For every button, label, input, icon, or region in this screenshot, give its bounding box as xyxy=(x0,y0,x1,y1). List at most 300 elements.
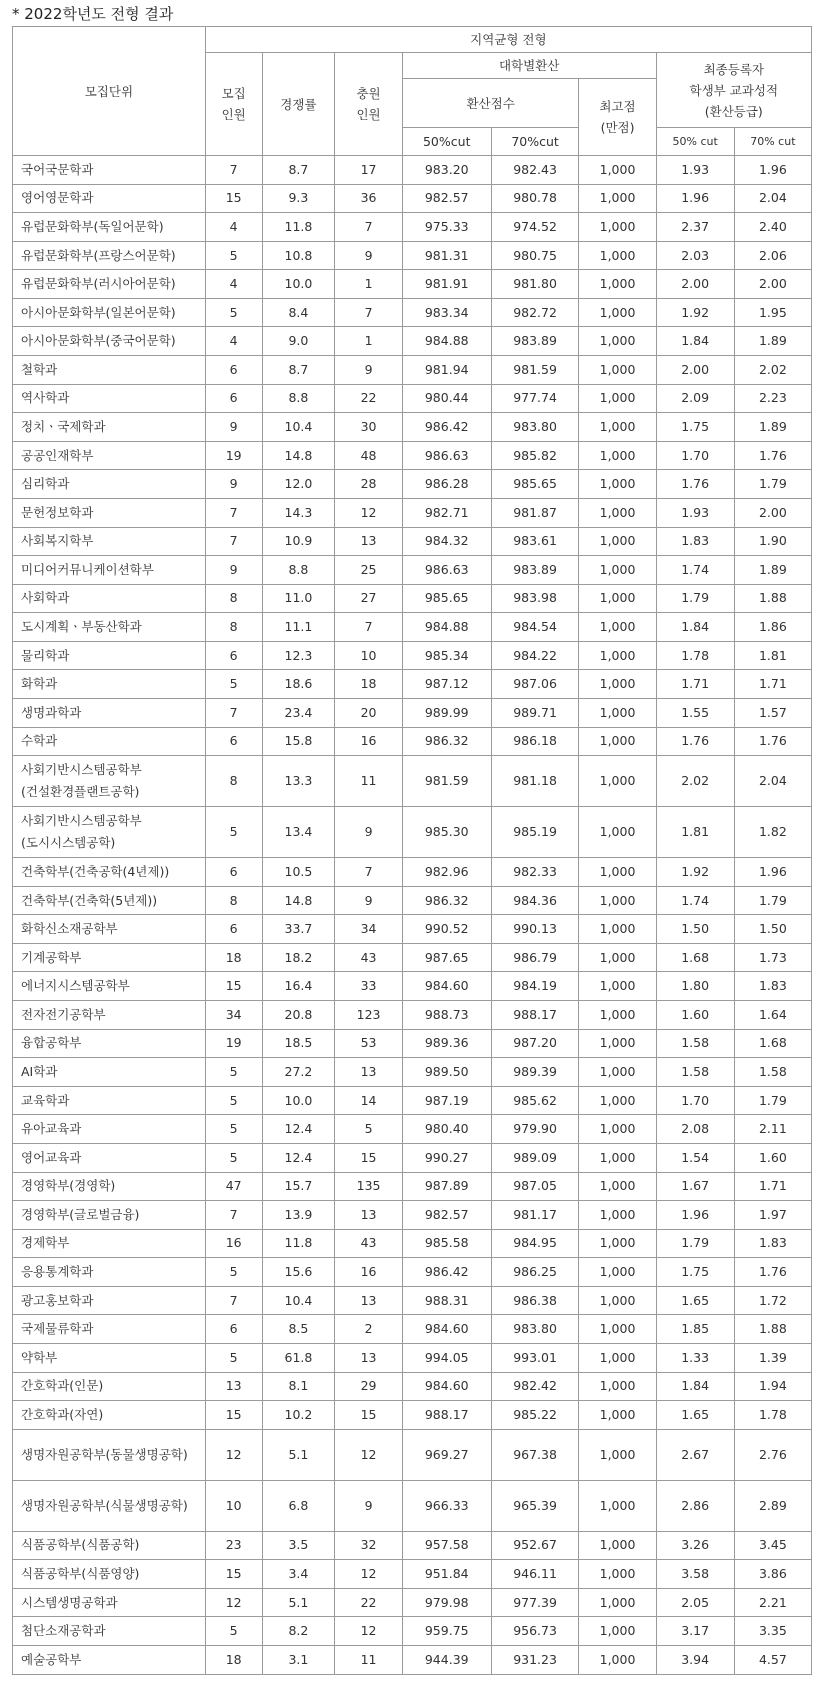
max-score: 1,000 xyxy=(579,756,656,807)
unit-name: 건축학부(건축공학(4년제)) xyxy=(13,858,206,887)
unit-name: 사회기반시스템공학부 (건설환경플랜트공학) xyxy=(13,756,206,807)
score-cut50: 987.19 xyxy=(402,1086,491,1115)
header-max: 최고점 (만점) xyxy=(579,79,656,156)
max-score: 1,000 xyxy=(579,1480,656,1531)
additional-count: 12 xyxy=(335,1429,402,1480)
score-cut70: 984.22 xyxy=(491,641,579,670)
grade-cut50: 3.26 xyxy=(656,1531,734,1560)
max-score: 1,000 xyxy=(579,1086,656,1115)
competition-rate: 18.5 xyxy=(262,1029,335,1058)
unit-name: 생명자원공학부(동물생명공학) xyxy=(13,1429,206,1480)
grade-cut50: 2.09 xyxy=(656,384,734,413)
table-row xyxy=(13,1001,812,1030)
score-cut50: 984.60 xyxy=(402,1372,491,1401)
score-cut50: 994.05 xyxy=(402,1343,491,1372)
header-unit: 모집단위 xyxy=(13,27,206,156)
score-cut70: 983.98 xyxy=(491,584,579,613)
table-row xyxy=(13,384,812,413)
additional-count: 30 xyxy=(335,413,402,442)
unit-name: 유럽문화학부(프랑스어문학) xyxy=(13,241,206,270)
competition-rate: 15.6 xyxy=(262,1258,335,1287)
grade-cut70: 1.39 xyxy=(734,1343,811,1372)
grade-cut70: 2.02 xyxy=(734,356,811,385)
score-cut70: 931.23 xyxy=(491,1646,579,1675)
grade-cut70: 4.57 xyxy=(734,1646,811,1675)
additional-count: 7 xyxy=(335,613,402,642)
recruit-count: 8 xyxy=(205,886,262,915)
recruit-count: 6 xyxy=(205,915,262,944)
competition-rate: 6.8 xyxy=(262,1480,335,1531)
max-score: 1,000 xyxy=(579,1001,656,1030)
grade-cut70: 1.97 xyxy=(734,1201,811,1230)
unit-name: 역사학과 xyxy=(13,384,206,413)
max-score: 1,000 xyxy=(579,1429,656,1480)
unit-name: 심리학과 xyxy=(13,470,206,499)
score-cut50: 981.91 xyxy=(402,270,491,299)
grade-cut70: 2.06 xyxy=(734,241,811,270)
unit-name: 경영학부(글로벌금융) xyxy=(13,1201,206,1230)
admission-results-table xyxy=(12,26,812,1675)
competition-rate: 10.4 xyxy=(262,1286,335,1315)
max-score: 1,000 xyxy=(579,498,656,527)
recruit-count: 15 xyxy=(205,184,262,213)
recruit-count: 5 xyxy=(205,807,262,858)
max-score: 1,000 xyxy=(579,670,656,699)
recruit-count: 7 xyxy=(205,698,262,727)
grade-cut50: 1.84 xyxy=(656,1372,734,1401)
recruit-count: 18 xyxy=(205,1646,262,1675)
competition-rate: 23.4 xyxy=(262,698,335,727)
max-score: 1,000 xyxy=(579,698,656,727)
score-cut70: 986.38 xyxy=(491,1286,579,1315)
score-cut50: 957.58 xyxy=(402,1531,491,1560)
recruit-count: 7 xyxy=(205,527,262,556)
score-cut50: 985.65 xyxy=(402,584,491,613)
max-score: 1,000 xyxy=(579,1315,656,1344)
table-row xyxy=(13,727,812,756)
grade-cut70: 2.00 xyxy=(734,498,811,527)
table-row xyxy=(13,584,812,613)
unit-name: 문헌정보학과 xyxy=(13,498,206,527)
additional-count: 15 xyxy=(335,1401,402,1430)
grade-cut50: 1.83 xyxy=(656,527,734,556)
score-cut70: 981.80 xyxy=(491,270,579,299)
competition-rate: 12.3 xyxy=(262,641,335,670)
table-row xyxy=(13,184,812,213)
competition-rate: 8.4 xyxy=(262,298,335,327)
unit-name: 시스템생명공학과 xyxy=(13,1588,206,1617)
unit-name: 사회복지학부 xyxy=(13,527,206,556)
competition-rate: 8.5 xyxy=(262,1315,335,1344)
competition-rate: 5.1 xyxy=(262,1588,335,1617)
grade-cut50: 1.74 xyxy=(656,556,734,585)
score-cut70: 985.65 xyxy=(491,470,579,499)
header-rate: 경쟁률 xyxy=(262,53,335,156)
header-conv: 대학별환산 xyxy=(402,53,656,79)
unit-name: 간호학과(인문) xyxy=(13,1372,206,1401)
header-gcut70: 70% cut xyxy=(734,128,811,156)
header-group: 지역균형 전형 xyxy=(205,27,811,53)
unit-name: 아시아문화학부(일본어문학) xyxy=(13,298,206,327)
score-cut70: 952.67 xyxy=(491,1531,579,1560)
unit-name: 공공인재학부 xyxy=(13,441,206,470)
unit-name: 도시계획ㆍ부동산학과 xyxy=(13,613,206,642)
max-score: 1,000 xyxy=(579,184,656,213)
additional-count: 34 xyxy=(335,915,402,944)
additional-count: 43 xyxy=(335,1229,402,1258)
grade-cut70: 2.04 xyxy=(734,184,811,213)
unit-name: 전자전기공학부 xyxy=(13,1001,206,1030)
score-cut70: 977.39 xyxy=(491,1588,579,1617)
score-cut70: 981.87 xyxy=(491,498,579,527)
max-score: 1,000 xyxy=(579,270,656,299)
score-cut70: 989.71 xyxy=(491,698,579,727)
grade-cut50: 2.05 xyxy=(656,1588,734,1617)
grade-cut50: 2.37 xyxy=(656,213,734,242)
grade-cut50: 1.76 xyxy=(656,727,734,756)
additional-count: 13 xyxy=(335,1286,402,1315)
grade-cut70: 1.76 xyxy=(734,441,811,470)
additional-count: 9 xyxy=(335,807,402,858)
additional-count: 1 xyxy=(335,270,402,299)
grade-cut50: 1.76 xyxy=(656,470,734,499)
additional-count: 33 xyxy=(335,972,402,1001)
table-row xyxy=(13,1588,812,1617)
score-cut50: 986.42 xyxy=(402,1258,491,1287)
competition-rate: 15.7 xyxy=(262,1172,335,1201)
max-score: 1,000 xyxy=(579,556,656,585)
additional-count: 9 xyxy=(335,886,402,915)
recruit-count: 12 xyxy=(205,1429,262,1480)
competition-rate: 16.4 xyxy=(262,972,335,1001)
grade-cut70: 1.78 xyxy=(734,1401,811,1430)
table-row xyxy=(13,213,812,242)
score-cut70: 985.22 xyxy=(491,1401,579,1430)
recruit-count: 4 xyxy=(205,327,262,356)
score-cut70: 989.09 xyxy=(491,1143,579,1172)
unit-name: 응용통계학과 xyxy=(13,1258,206,1287)
score-cut70: 956.73 xyxy=(491,1617,579,1646)
grade-cut50: 1.79 xyxy=(656,584,734,613)
recruit-count: 7 xyxy=(205,1286,262,1315)
competition-rate: 12.0 xyxy=(262,470,335,499)
max-score: 1,000 xyxy=(579,1029,656,1058)
table-row xyxy=(13,756,812,807)
max-score: 1,000 xyxy=(579,1172,656,1201)
competition-rate: 10.4 xyxy=(262,413,335,442)
table-row xyxy=(13,498,812,527)
table-row xyxy=(13,807,812,858)
max-score: 1,000 xyxy=(579,886,656,915)
max-score: 1,000 xyxy=(579,1401,656,1430)
score-cut70: 981.18 xyxy=(491,756,579,807)
additional-count: 7 xyxy=(335,298,402,327)
grade-cut70: 1.58 xyxy=(734,1058,811,1087)
additional-count: 29 xyxy=(335,1372,402,1401)
competition-rate: 33.7 xyxy=(262,915,335,944)
max-score: 1,000 xyxy=(579,1058,656,1087)
table-row xyxy=(13,1086,812,1115)
additional-count: 13 xyxy=(335,1201,402,1230)
additional-count: 53 xyxy=(335,1029,402,1058)
header-add: 충원 인원 xyxy=(335,53,402,156)
additional-count: 13 xyxy=(335,1343,402,1372)
grade-cut70: 2.40 xyxy=(734,213,811,242)
max-score: 1,000 xyxy=(579,1115,656,1144)
additional-count: 16 xyxy=(335,1258,402,1287)
score-cut50: 979.98 xyxy=(402,1588,491,1617)
table-row xyxy=(13,298,812,327)
recruit-count: 47 xyxy=(205,1172,262,1201)
score-cut70: 983.61 xyxy=(491,527,579,556)
grade-cut50: 1.58 xyxy=(656,1058,734,1087)
grade-cut50: 1.92 xyxy=(656,298,734,327)
max-score: 1,000 xyxy=(579,1229,656,1258)
grade-cut50: 1.74 xyxy=(656,886,734,915)
recruit-count: 9 xyxy=(205,470,262,499)
score-cut50: 984.60 xyxy=(402,1315,491,1344)
unit-name: 물리학과 xyxy=(13,641,206,670)
recruit-count: 5 xyxy=(205,1617,262,1646)
grade-cut70: 1.82 xyxy=(734,807,811,858)
additional-count: 22 xyxy=(335,384,402,413)
unit-name: 철학과 xyxy=(13,356,206,385)
score-cut50: 990.52 xyxy=(402,915,491,944)
unit-name: 유럽문화학부(독일어문학) xyxy=(13,213,206,242)
score-cut70: 979.90 xyxy=(491,1115,579,1144)
score-cut70: 981.17 xyxy=(491,1201,579,1230)
competition-rate: 14.3 xyxy=(262,498,335,527)
unit-name: 미디어커뮤니케이션학부 xyxy=(13,556,206,585)
score-cut50: 984.88 xyxy=(402,613,491,642)
score-cut50: 966.33 xyxy=(402,1480,491,1531)
grade-cut50: 1.93 xyxy=(656,498,734,527)
recruit-count: 7 xyxy=(205,156,262,185)
unit-name: 융합공학부 xyxy=(13,1029,206,1058)
competition-rate: 20.8 xyxy=(262,1001,335,1030)
unit-name: 국제물류학과 xyxy=(13,1315,206,1344)
score-cut50: 981.59 xyxy=(402,756,491,807)
score-cut70: 980.75 xyxy=(491,241,579,270)
grade-cut70: 1.68 xyxy=(734,1029,811,1058)
grade-cut70: 1.76 xyxy=(734,1258,811,1287)
unit-name: 생명과학과 xyxy=(13,698,206,727)
table-row xyxy=(13,527,812,556)
grade-cut70: 1.71 xyxy=(734,1172,811,1201)
score-cut70: 977.74 xyxy=(491,384,579,413)
grade-cut70: 1.89 xyxy=(734,556,811,585)
score-cut70: 967.38 xyxy=(491,1429,579,1480)
max-score: 1,000 xyxy=(579,807,656,858)
score-cut50: 981.94 xyxy=(402,356,491,385)
recruit-count: 5 xyxy=(205,241,262,270)
max-score: 1,000 xyxy=(579,384,656,413)
additional-count: 22 xyxy=(335,1588,402,1617)
grade-cut70: 1.96 xyxy=(734,858,811,887)
grade-cut50: 1.71 xyxy=(656,670,734,699)
unit-name: 화학과 xyxy=(13,670,206,699)
table-row xyxy=(13,156,812,185)
header-recruit: 모집 인원 xyxy=(205,53,262,156)
grade-cut70: 1.60 xyxy=(734,1143,811,1172)
unit-name: 약학부 xyxy=(13,1343,206,1372)
table-row xyxy=(13,1201,812,1230)
additional-count: 9 xyxy=(335,1480,402,1531)
competition-rate: 12.4 xyxy=(262,1115,335,1144)
competition-rate: 10.0 xyxy=(262,270,335,299)
max-score: 1,000 xyxy=(579,1646,656,1675)
grade-cut70: 1.81 xyxy=(734,641,811,670)
recruit-count: 15 xyxy=(205,1560,262,1589)
grade-cut70: 1.86 xyxy=(734,613,811,642)
max-score: 1,000 xyxy=(579,1201,656,1230)
recruit-count: 5 xyxy=(205,670,262,699)
recruit-count: 5 xyxy=(205,1258,262,1287)
score-cut50: 959.75 xyxy=(402,1617,491,1646)
table-row xyxy=(13,270,812,299)
grade-cut50: 2.03 xyxy=(656,241,734,270)
table-row xyxy=(13,1617,812,1646)
competition-rate: 11.8 xyxy=(262,213,335,242)
unit-name: 아시아문화학부(중국어문학) xyxy=(13,327,206,356)
page-title: * 2022학년도 전형 결과 xyxy=(12,5,174,23)
score-cut70: 982.33 xyxy=(491,858,579,887)
table-row xyxy=(13,1172,812,1201)
grade-cut70: 2.23 xyxy=(734,384,811,413)
grade-cut50: 1.81 xyxy=(656,807,734,858)
score-cut70: 989.39 xyxy=(491,1058,579,1087)
header-cut50: 50%cut xyxy=(402,128,491,156)
additional-count: 16 xyxy=(335,727,402,756)
grade-cut70: 3.35 xyxy=(734,1617,811,1646)
recruit-count: 5 xyxy=(205,1143,262,1172)
grade-cut70: 1.50 xyxy=(734,915,811,944)
unit-name: 첨단소재공학과 xyxy=(13,1617,206,1646)
score-cut50: 988.73 xyxy=(402,1001,491,1030)
additional-count: 5 xyxy=(335,1115,402,1144)
score-cut50: 951.84 xyxy=(402,1560,491,1589)
table-row xyxy=(13,1229,812,1258)
additional-count: 18 xyxy=(335,670,402,699)
competition-rate: 3.4 xyxy=(262,1560,335,1589)
recruit-count: 8 xyxy=(205,756,262,807)
max-score: 1,000 xyxy=(579,356,656,385)
score-cut50: 944.39 xyxy=(402,1646,491,1675)
additional-count: 17 xyxy=(335,156,402,185)
score-cut70: 988.17 xyxy=(491,1001,579,1030)
score-cut50: 988.17 xyxy=(402,1401,491,1430)
max-score: 1,000 xyxy=(579,1531,656,1560)
grade-cut70: 1.79 xyxy=(734,1086,811,1115)
recruit-count: 6 xyxy=(205,356,262,385)
score-cut50: 985.30 xyxy=(402,807,491,858)
table-row xyxy=(13,1058,812,1087)
recruit-count: 23 xyxy=(205,1531,262,1560)
unit-name: 에너지시스템공학부 xyxy=(13,972,206,1001)
table-row xyxy=(13,1029,812,1058)
max-score: 1,000 xyxy=(579,327,656,356)
grade-cut50: 1.79 xyxy=(656,1229,734,1258)
competition-rate: 13.9 xyxy=(262,1201,335,1230)
max-score: 1,000 xyxy=(579,584,656,613)
grade-cut50: 1.75 xyxy=(656,413,734,442)
score-cut70: 981.59 xyxy=(491,356,579,385)
competition-rate: 11.0 xyxy=(262,584,335,613)
additional-count: 48 xyxy=(335,441,402,470)
grade-cut50: 2.86 xyxy=(656,1480,734,1531)
score-cut50: 982.71 xyxy=(402,498,491,527)
grade-cut50: 3.17 xyxy=(656,1617,734,1646)
competition-rate: 12.4 xyxy=(262,1143,335,1172)
score-cut50: 975.33 xyxy=(402,213,491,242)
recruit-count: 8 xyxy=(205,613,262,642)
grade-cut70: 1.90 xyxy=(734,527,811,556)
score-cut50: 984.60 xyxy=(402,972,491,1001)
score-cut70: 982.72 xyxy=(491,298,579,327)
grade-cut50: 1.70 xyxy=(656,1086,734,1115)
grade-cut50: 1.67 xyxy=(656,1172,734,1201)
grade-cut70: 1.57 xyxy=(734,698,811,727)
max-score: 1,000 xyxy=(579,470,656,499)
competition-rate: 9.3 xyxy=(262,184,335,213)
recruit-count: 5 xyxy=(205,1343,262,1372)
competition-rate: 5.1 xyxy=(262,1429,335,1480)
unit-name: 예술공학부 xyxy=(13,1646,206,1675)
unit-name: 광고홍보학과 xyxy=(13,1286,206,1315)
recruit-count: 15 xyxy=(205,972,262,1001)
table-row xyxy=(13,943,812,972)
table-row xyxy=(13,241,812,270)
competition-rate: 14.8 xyxy=(262,886,335,915)
recruit-count: 6 xyxy=(205,858,262,887)
max-score: 1,000 xyxy=(579,213,656,242)
competition-rate: 14.8 xyxy=(262,441,335,470)
table-row xyxy=(13,327,812,356)
unit-name: 국어국문학과 xyxy=(13,156,206,185)
competition-rate: 10.2 xyxy=(262,1401,335,1430)
score-cut50: 982.57 xyxy=(402,184,491,213)
grade-cut50: 1.85 xyxy=(656,1315,734,1344)
table-row xyxy=(13,470,812,499)
unit-name: 유아교육과 xyxy=(13,1115,206,1144)
score-cut50: 986.42 xyxy=(402,413,491,442)
recruit-count: 5 xyxy=(205,1058,262,1087)
table-row xyxy=(13,1531,812,1560)
score-cut70: 986.79 xyxy=(491,943,579,972)
score-cut50: 982.96 xyxy=(402,858,491,887)
table-row xyxy=(13,886,812,915)
recruit-count: 5 xyxy=(205,1086,262,1115)
competition-rate: 11.1 xyxy=(262,613,335,642)
recruit-count: 10 xyxy=(205,1480,262,1531)
grade-cut50: 1.80 xyxy=(656,972,734,1001)
grade-cut50: 1.68 xyxy=(656,943,734,972)
grade-cut50: 1.92 xyxy=(656,858,734,887)
table-row xyxy=(13,1480,812,1531)
score-cut50: 983.20 xyxy=(402,156,491,185)
recruit-count: 12 xyxy=(205,1588,262,1617)
unit-name: 사회기반시스템공학부 (도시시스템공학) xyxy=(13,807,206,858)
grade-cut50: 1.33 xyxy=(656,1343,734,1372)
score-cut50: 980.44 xyxy=(402,384,491,413)
grade-cut50: 3.94 xyxy=(656,1646,734,1675)
unit-name: 건축학부(건축학(5년제)) xyxy=(13,886,206,915)
grade-cut70: 1.71 xyxy=(734,670,811,699)
max-score: 1,000 xyxy=(579,641,656,670)
competition-rate: 61.8 xyxy=(262,1343,335,1372)
grade-cut50: 1.58 xyxy=(656,1029,734,1058)
recruit-count: 5 xyxy=(205,298,262,327)
